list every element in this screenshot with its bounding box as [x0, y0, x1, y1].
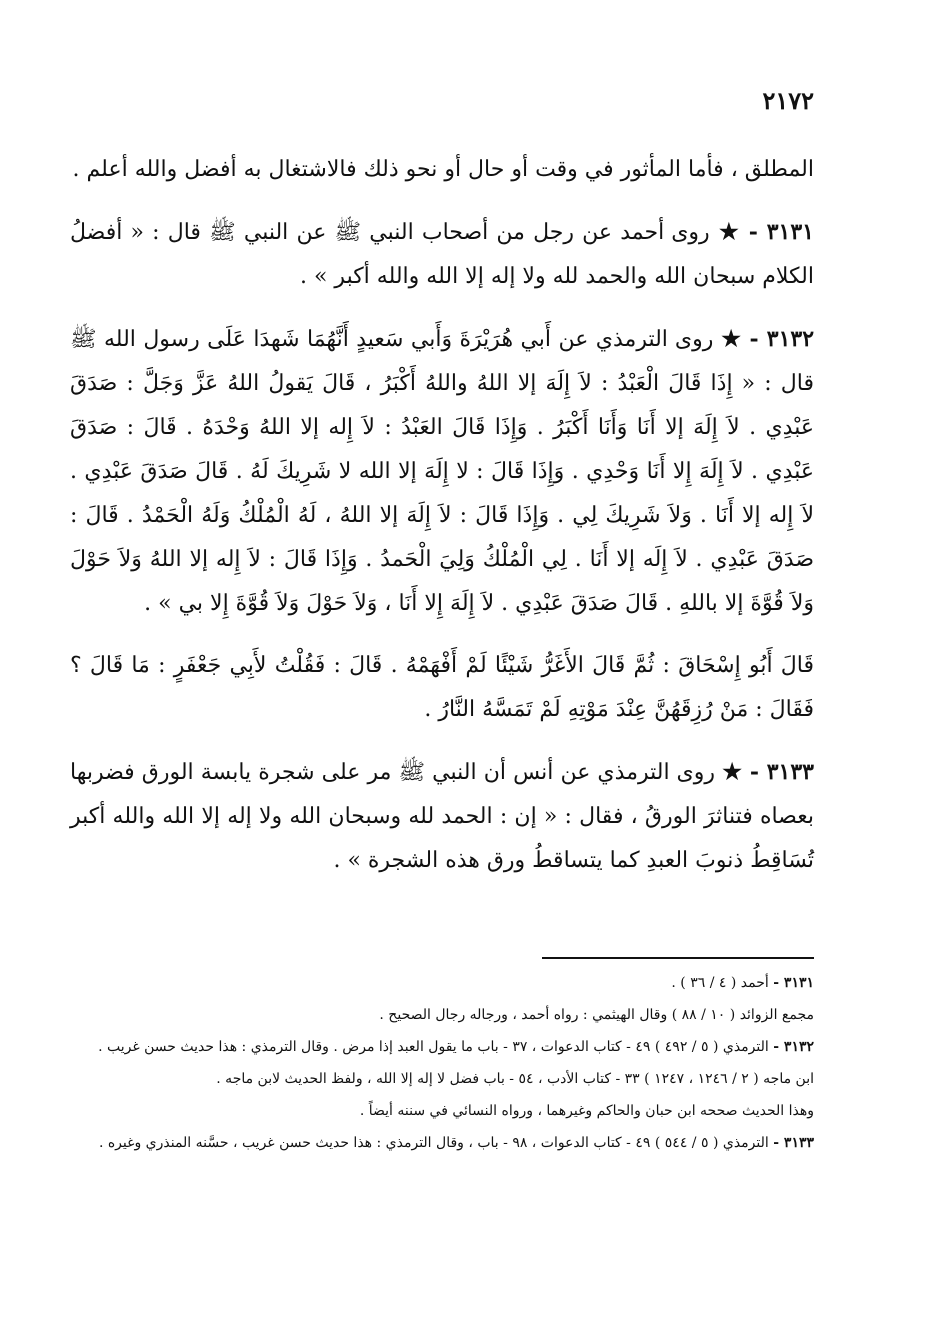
- footnote: [70, 1130, 814, 1156]
- hadith-text: روى أحمد عن رجل من أصحاب النبي ﷺ عن النبي ﷺ قال : « أفضلُ الكلام سبحان الله والحمد لله ولا إله إلا الله والله أكبر » .: [70, 220, 814, 289]
- footnote-text: مجمع الزوائد ( ١٠ / ٨٨ ) وقال الهيثمي : رواه أحمد ، ورجاله رجال الصحيح .: [379, 1007, 814, 1023]
- footnote-divider: [542, 957, 814, 959]
- footnote: [70, 1002, 814, 1028]
- footnote-text: أحمد ( ٤ / ٣٦ ) .: [671, 975, 769, 991]
- hadith-3132: [70, 317, 814, 626]
- footnote-number: ٣١٣٢ -: [773, 1039, 814, 1055]
- main-text: [70, 148, 814, 901]
- footnote-text: الترمذي ( ٥ / ٥٤٤ ) ٤٩ - كتاب الدعوات ، ٩٨ - باب ، وقال الترمذي : هذا حديث حسن غريب ، حسَّنه المنذري وغيره .: [98, 1135, 769, 1151]
- footnote: [70, 1066, 814, 1092]
- hadith-3133: [70, 750, 814, 883]
- hadith-number: ٣١٣٣ - ★: [722, 759, 814, 785]
- footnote: [70, 1098, 814, 1124]
- paragraph-continuation: [70, 148, 814, 192]
- footnote: [70, 1034, 814, 1060]
- hadith-3132-note: [70, 644, 814, 732]
- page-number: ٢١٧٢: [762, 86, 814, 115]
- paragraph-text: قَالَ أَبُو إِسْحَاقَ : ثُمَّ قَالَ الأَغَرُّ شَيْئًا لَمْ أَفْهَمْهُ . قَالَ : فَقُلْتُ لأَبِي جَعْفَرٍ : مَا قَالَ ؟ فَقَالَ : مَنْ رُزِقَهُنَّ عِنْدَ مَوْتِهِ لَمْ تَمَسَّهُ النَّارُ .: [70, 653, 814, 722]
- hadith-text: روى الترمذي عن أَبي هُرَيْرَةَ وَأَبي سَعيدٍ أَنَّهُمَا شَهدَا عَلَى رسول الله ﷺ قال : « إِذَا قَالَ الْعَبْدُ : لاَ إِلَهَ إلا اللهُ واللهُ أَكْبَرُ ، قَالَ يَقولُ اللهُ عَزَّ وَجَلَّ : صَدَقَ عَبْدِي . لاَ إِلَهَ إلا أَنَا وَأَنَا أَكْبَرُ . وَإِذَا قَالَ العَبْدُ : لاَ إِله إلا اللهُ وَحْدَهُ . قَالَ : صَدَقَ عَبْدِي . لاَ إِلَهَ إِلا أَنَا وَحْدِي . وَإِذَا قَالَ : لا إِلَهَ إلا الله لا شَرِيكَ لَهُ . قَالَ صَدَقَ عَبْدِي . لاَ إِله إلا أَنَا . وَلاَ شَرِيكَ لِي . وَإِذَا قَالَ : لاَ إِلَهَ إلا اللهُ ، لَهُ الْمُلْكُ وَلَهُ الْحَمْدُ . قَالَ : صَدَقَ عَبْدِي . لاَ إِلَه إلا أَنَا . لِي الْمُلْكُ وَلِيَ الْحَمدُ . وَإِذَا قَالَ : لاَ إِله إلا اللهُ وَلاَ حَوْلَ وَلاَ قُوَّةَ إلا باللهِ . قَالَ صَدَقَ عَبْدِي . لاَ إِلَهَ إِلا أَنَا ، وَلاَ حَوْلَ وَلاَ قُوَّةَ إِلا بي » .: [70, 327, 815, 616]
- hadith-number: ٣١٣١ - ★: [717, 219, 814, 245]
- footnote-number: ٣١٣٣ -: [773, 1135, 814, 1151]
- footnote-number: ٣١٣١ -: [773, 975, 814, 991]
- hadith-number: ٣١٣٢ - ★: [720, 326, 815, 352]
- footnotes: [70, 970, 814, 1162]
- hadith-3131: [70, 210, 814, 299]
- hadith-text: روى الترمذي عن أنس أن النبي ﷺ مر على شجرة يابسة الورق فضربها بعصاه فتناثرَ الورقُ ، فقال : « إن : الحمد لله وسبحان الله ولا إله إلا الله والله أكبر تُسَاقِطُ ذنوبَ العبدِ كما يتساقطُ ورق هذه الشجرة » .: [70, 760, 814, 873]
- footnote-text: ابن ماجه ( ٢ / ١٢٤٦ ، ١٢٤٧ ) ٣٣ - كتاب الأدب ، ٥٤ - باب فضل لا إله إلا الله ، ولفظ الحديث لابن ماجه .: [216, 1071, 814, 1087]
- footnote-text: وهذا الحديث صححه ابن حبان والحاكم وغيرهما ، ورواه النسائي في سننه أيضاً .: [359, 1103, 814, 1119]
- footnote: [70, 970, 814, 996]
- footnote-text: الترمذي ( ٥ / ٤٩٢ ) ٤٩ - كتاب الدعوات ، ٣٧ - باب ما يقول العبد إذا مرض . وقال الترمذي : هذا حديث حسن غريب .: [98, 1039, 769, 1055]
- paragraph-text: المطلق ، فأما المأثور في وقت أو حال أو نحو ذلك فالاشتغال به أفضل والله أعلم .: [72, 157, 814, 182]
